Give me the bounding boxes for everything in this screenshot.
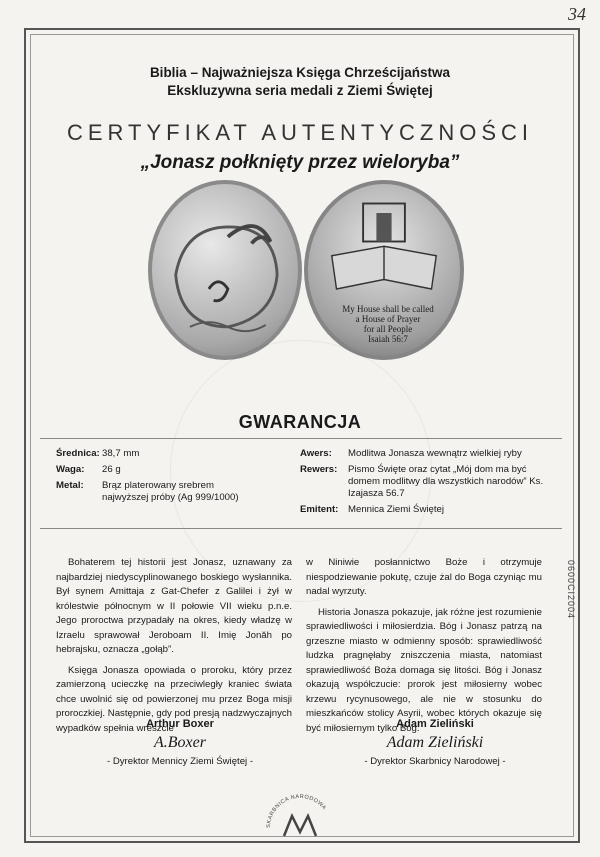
header-line2: Ekskluzywna seria medali z Ziemi Świętej <box>167 83 433 98</box>
signatory-title: - Dyrektor Skarbnicy Narodowej - <box>364 756 506 767</box>
coin-reverse-image <box>304 180 464 360</box>
spec-row <box>56 480 276 504</box>
body-paragraph: Księga Jonasza opowiada o proroku, który przez zamierzoną ucieczkę na przeciwległy kraniec świata chce uwolnić się od powierzonej mu przez Boga misji proroczkiej. Następnie, gdy pod presją nadzwyczajnych wypadków spełnia wreszcie <box>56 664 292 734</box>
signatory-name: Arthur Boxer <box>146 718 214 730</box>
spec-value: Mennica Ziemi Świętej <box>348 504 444 515</box>
inscription-line4: Isaiah 56:7 <box>368 334 408 344</box>
specs-left <box>56 448 276 504</box>
inscription-line2: a House of Prayer <box>355 314 421 324</box>
header <box>0 64 600 100</box>
spec-value: 26 g <box>102 464 121 475</box>
body-column-right <box>306 556 542 742</box>
spec-label: Emitent: <box>300 504 339 515</box>
signatory-name: Adam Zieliński <box>396 718 474 730</box>
specs-right <box>300 448 560 516</box>
spec-value: Brąz platerowany srebrem najwyższej próby (Ag 999/1000) <box>102 480 239 503</box>
inscription-line1: My House shall be called <box>342 304 434 314</box>
body-column-left <box>56 556 292 742</box>
serial-number: 0600CI2004 <box>566 560 576 620</box>
signature-right <box>350 718 520 767</box>
certificate-title: CERTYFIKAT AUTENTYCZNOŚCI <box>66 120 534 145</box>
body-paragraph: Historia Jonasza pokazuje, jak różne jest rozumienie sprawiedliwości i miłosierdzia. Bóg i Jonasz patrzą na grzeszne miasto w odmienny sposób: sprawiedliwość ludzka pragnęłaby zniszczenia miasta, natomiast sprawiedliwość Boża domaga się litości. Bóg i Jonasz okazują współczucie: prorok jest miłosierny wobec krzewu rycynusowego, ale nie w stosunku do mieszkańców stolicy Asyrii, wobec których okazuje się być miłosiernym tylko Bóg. <box>306 606 542 734</box>
guarantee-title: GWARANCJA <box>238 412 362 432</box>
subtitle: „Jonasz połknięty przez wieloryba” <box>140 152 460 173</box>
signatory-title: - Dyrektor Mennicy Ziemi Świętej - <box>106 756 254 767</box>
coin-reverse-inscription <box>326 304 450 344</box>
spec-value: Pismo Święte oraz cytat „Mój dom ma być domem modlitwy dla wszystkich narodów” Ks. Izajasza 56.7 <box>348 464 544 499</box>
body-paragraph: Bohaterem tej historii jest Jonasz, uznawany za najbardziej niedyscyplinowanego boskiego wysłannika. Był synem Amittaja z Gat-Chefer z Galilei i żył w królestwie północnym w II połowie VII wieku p.n.e. Jego proroctwa przypadały na okres, kiedy władzę w Izraelu sprawował Jeroboam II. Imię Jonăh po hebrajsku, oznacza „gołąb”. <box>56 557 292 655</box>
spec-label: Awers: <box>300 448 332 459</box>
spec-label: Średnica: <box>56 448 100 459</box>
divider <box>40 438 562 439</box>
spec-label: Metal: <box>56 480 84 491</box>
spec-row <box>56 448 276 460</box>
coin-obverse-image <box>148 180 302 360</box>
whale-relief-icon <box>152 184 298 356</box>
spec-row <box>56 464 276 476</box>
spec-value: 38,7 mm <box>102 448 140 459</box>
spec-row <box>300 448 560 460</box>
skarbnica-logo-icon <box>262 792 338 842</box>
spec-label: Rewers: <box>300 464 338 475</box>
spec-label: Waga: <box>56 464 85 475</box>
signature-left <box>100 718 260 767</box>
divider <box>40 528 562 529</box>
logo-text: SKARBNICA NARODOWA <box>265 793 328 829</box>
signature-scribble: A.Boxer <box>154 734 206 751</box>
body-paragraph: w Niniwie posłannictwo Boże i otrzymuje niespodziewanie pokutę, czuje żal do Boga czyniąc mu nadal wyrzuty. <box>306 557 542 597</box>
inscription-line3: for all People <box>363 324 413 334</box>
spec-value: Modlitwa Jonasza wewnątrz wielkiej ryby <box>348 448 522 459</box>
spec-row <box>300 504 560 516</box>
header-line1: Biblia – Najważniejsza Księga Chrześcijaństwa <box>149 65 451 80</box>
spec-row <box>300 464 560 500</box>
corner-mark: 34 <box>568 4 586 24</box>
signature-scribble: Adam Zieliński <box>386 734 484 751</box>
